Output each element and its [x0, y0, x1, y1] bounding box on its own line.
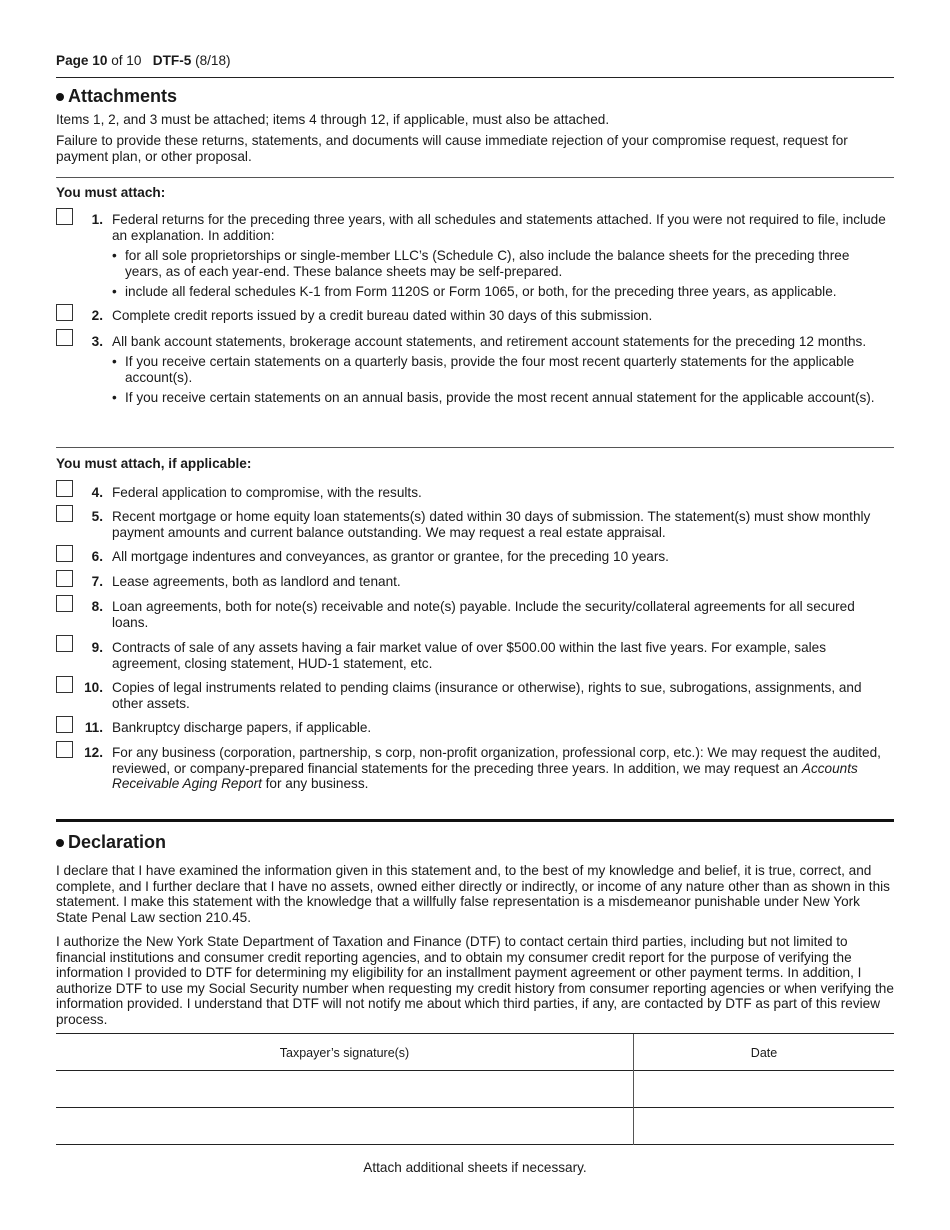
bullet-text: include all federal schedules K-1 from Form 1120S or Form 1065, or both, for the preceding three years, as applicable.: [125, 284, 837, 299]
section-divider: [56, 819, 894, 822]
attachments-intro-1: Items 1, 2, and 3 must be attached; items 4 through 12, if applicable, must also be attached.: [56, 112, 610, 127]
item-12-checkbox[interactable]: [56, 741, 73, 758]
bullet-text: If you receive certain statements on an annual basis, provide the most recent annual statement for the applicable account(s).: [125, 390, 875, 405]
item-number: 10.: [84, 680, 103, 695]
bullet-text: for all sole proprietorships or single-member LLC’s (Schedule C), also include the balance sheets for the preceding three years, as of each year-end. These balance sheets may be self-prepared.: [125, 248, 850, 279]
table-rule: [56, 1070, 894, 1071]
item-number: 4.: [91, 485, 103, 500]
form-date: (8/18): [195, 53, 231, 68]
item-text: All bank account statements, brokerage account statements, and retirement account statements for the preceding 12 months.: [112, 334, 867, 349]
page-number: 10: [92, 53, 108, 68]
item-8-checkbox[interactable]: [56, 595, 73, 612]
item-10-checkbox[interactable]: [56, 676, 73, 693]
item-number: 3.: [91, 334, 103, 349]
item-text: Federal returns for the preceding three years, with all schedules and statements attached. If you were not required to file, include an explanation. In addition:: [112, 212, 886, 243]
bullet-dot-icon: [56, 93, 64, 101]
divider: [56, 177, 894, 178]
item-text: Copies of legal instruments related to pending claims (insurance or otherwise), rights to sue, subrogations, assignments, and other assets.: [112, 680, 862, 711]
date-field-2[interactable]: [635, 1109, 893, 1144]
divider: [56, 447, 894, 448]
declaration-heading: [56, 832, 166, 853]
declaration-para-2: I authorize the New York State Department of Taxation and Finance (DTF) to contact certain third parties, including but not limited to financial institutions and consumer credit reporting agencies, and to obtain my consumer credit report for the purpose of verifying the information I provided to DTF for determining my eligibility for an installment payment agreement or other payment terms. In addition, I authorize DTF to use my Social Security number when requesting my credit history from consumer reporting agencies or when verifying the information provided. I understand that DTF will not notify me about which third parties, if any, are contacted by DTF as part of this review process.: [56, 934, 894, 1027]
item-text: Contracts of sale of any assets having a fair market value of over $500.00 within the last five years. For example, sales agreement, closing statement, HUD-1 statement, etc.: [112, 640, 827, 671]
page-of: of 10: [111, 53, 142, 68]
table-rule: [56, 1144, 894, 1145]
item-text: Lease agreements, both as landlord and tenant.: [112, 574, 401, 589]
required-heading: You must attach:: [56, 185, 166, 200]
bullet-icon: •: [112, 390, 117, 405]
page-header: [56, 53, 231, 68]
declaration-title: Declaration: [68, 832, 167, 852]
item-3-checkbox[interactable]: [56, 329, 73, 346]
item-text: Complete credit reports issued by a credit bureau dated within 30 days of this submission.: [112, 308, 653, 323]
item-number: 8.: [91, 599, 103, 614]
bullet-icon: •: [112, 354, 117, 369]
footer-note: Attach additional sheets if necessary.: [363, 1160, 587, 1175]
table-column-divider: [633, 1034, 634, 1145]
bullet-text: If you receive certain statements on a quarterly basis, provide the four most recent quarterly statements for the applicable account(s).: [125, 354, 855, 385]
date-label: Date: [750, 1046, 778, 1060]
item-12-text: For any business (corporation, partnership, s corp, non-profit organization, professional corp, etc.): We may request the audited, reviewed, or company-prepared financial statements for the preceding three years. In addition, we may request an: [112, 745, 881, 776]
item-number: 1.: [91, 212, 103, 227]
item-4-checkbox[interactable]: [56, 480, 73, 497]
item-9-checkbox[interactable]: [56, 635, 73, 652]
header-rule: [56, 77, 894, 78]
item-5-checkbox[interactable]: [56, 505, 73, 522]
item-number: 5.: [91, 509, 103, 524]
item-number: 7.: [91, 574, 103, 589]
item-text: Recent mortgage or home equity loan statements(s) dated within 30 days of submission. The statement(s) must show monthly payment amounts and current balance outstanding. We may request a real estate appraisal.: [112, 509, 871, 540]
signature-field-1[interactable]: [56, 1072, 632, 1107]
item-6-checkbox[interactable]: [56, 545, 73, 562]
item-number: 2.: [91, 308, 103, 323]
item-2-checkbox[interactable]: [56, 304, 73, 321]
page-label: Page: [56, 53, 89, 68]
bullet-icon: •: [112, 284, 117, 299]
item-number: 11.: [84, 720, 103, 735]
item-11-checkbox[interactable]: [56, 716, 73, 733]
signature-field-2[interactable]: [56, 1109, 632, 1144]
item-1-checkbox[interactable]: [56, 208, 73, 225]
attachments-intro-2: Failure to provide these returns, statements, and documents will cause immediate rejection of your compromise request, request for payment plan, or other proposal.: [56, 133, 848, 164]
item-7-checkbox[interactable]: [56, 570, 73, 587]
table-rule: [56, 1033, 894, 1034]
item-number: 9.: [91, 640, 103, 655]
declaration-para-1: I declare that I have examined the information given in this statement and, to the best of my knowledge and belief, it is true, correct, and complete, and I further declare that I have no assets, owned either directly or indirectly, or income of any nature other than as shown in this statement. I make this statement with the knowledge that a willfully false representation is a misdemeanor punishable under New York State Penal Law section 210.45.: [56, 863, 890, 925]
signature-label: Taxpayer’s signature(s): [279, 1046, 410, 1060]
item-12-tail: for any business.: [261, 776, 369, 791]
table-rule: [56, 1107, 894, 1108]
attachments-title: Attachments: [68, 86, 178, 106]
item-text: All mortgage indentures and conveyances, as grantor or grantee, for the preceding 10 years.: [112, 549, 669, 564]
bullet-icon: •: [112, 248, 117, 263]
item-text: Bankruptcy discharge papers, if applicable.: [112, 720, 372, 735]
date-field-1[interactable]: [635, 1072, 893, 1107]
form-id: DTF-5: [152, 53, 192, 68]
item-text: [112, 745, 894, 792]
item-text: Federal application to compromise, with the results.: [112, 485, 422, 500]
attachments-heading: [56, 86, 177, 107]
optional-heading: You must attach, if applicable:: [56, 456, 252, 471]
item-number: 6.: [91, 549, 103, 564]
report-name: Accounts Receivable Aging Report: [112, 760, 858, 791]
item-text: Loan agreements, both for note(s) receivable and note(s) payable. Include the security/collateral agreements for all secured loans.: [112, 599, 855, 630]
item-number: 12.: [84, 745, 103, 760]
bullet-dot-icon: [56, 839, 64, 847]
